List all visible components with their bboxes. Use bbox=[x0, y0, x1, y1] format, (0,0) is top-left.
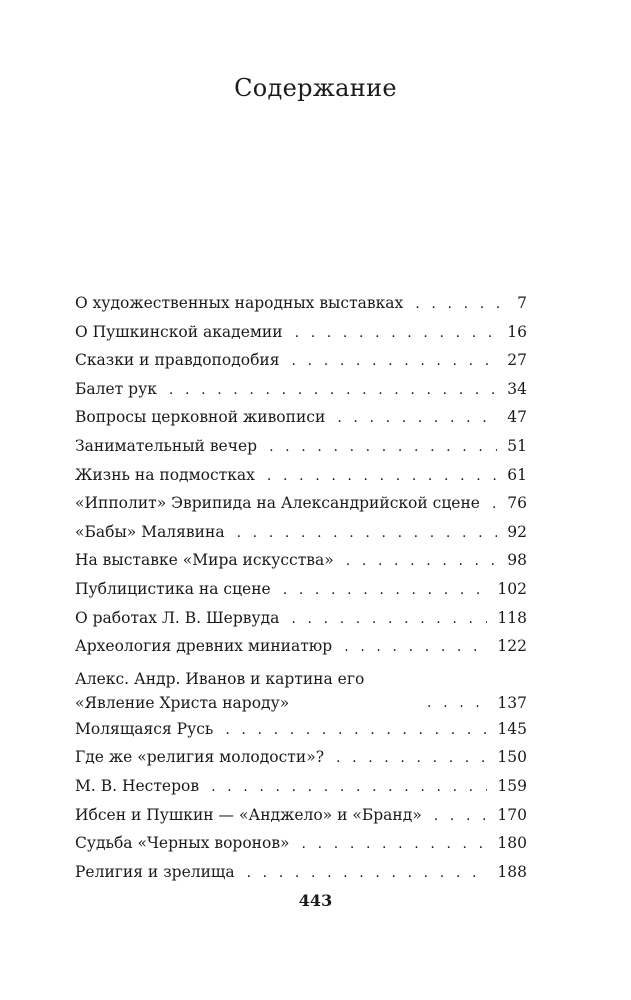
dot-leader bbox=[267, 462, 497, 491]
entry-title: «Ипполит» Эврипида на Александрийской сцене bbox=[75, 494, 480, 513]
entry-title: Публицистика на сцене bbox=[75, 579, 271, 598]
toc-entry bbox=[75, 375, 527, 404]
entry-page-number: 145 bbox=[497, 719, 527, 738]
entry-title: О художественных народных выставках bbox=[75, 294, 404, 312]
entry-page-number: 122 bbox=[497, 637, 527, 656]
entry-page-number: 150 bbox=[497, 748, 527, 767]
toc-entry bbox=[75, 318, 527, 347]
entry-page-number: 159 bbox=[497, 776, 527, 795]
entry-title: Балет рук bbox=[75, 379, 157, 398]
toc-entry bbox=[75, 461, 527, 490]
dot-leader bbox=[237, 519, 498, 548]
entry-title: Ибсен и Пушкин — «Анджело» и «Бранд» bbox=[75, 805, 422, 824]
dot-leader bbox=[269, 433, 497, 462]
entry-title: Молящаяся Русь bbox=[75, 719, 214, 738]
dot-leader bbox=[283, 576, 488, 605]
entry-title: Судьба «Черных воронов» bbox=[75, 834, 290, 853]
dot-leader bbox=[346, 547, 498, 576]
toc-entry bbox=[75, 772, 527, 801]
dot-leader bbox=[337, 404, 497, 433]
toc-entry bbox=[75, 489, 527, 518]
toc-entry bbox=[75, 661, 527, 715]
entry-page-number: 47 bbox=[507, 408, 527, 427]
entry-page-number: 180 bbox=[497, 834, 527, 853]
entry-title: «Бабы» Малявина bbox=[75, 522, 225, 541]
entry-title: Сказки и правдоподобия bbox=[75, 351, 280, 370]
dot-leader bbox=[291, 605, 487, 634]
toc-entry bbox=[75, 829, 527, 858]
dot-leader bbox=[247, 859, 488, 888]
table-of-contents bbox=[75, 289, 527, 886]
entry-title bbox=[75, 667, 415, 715]
entry-title-line-1: Алекс. Андр. Иванов и картина его bbox=[75, 669, 365, 688]
toc-entry bbox=[75, 743, 527, 772]
entry-title: Где же «религия молодости»? bbox=[75, 748, 324, 767]
toc-entry bbox=[75, 518, 527, 547]
dot-leader bbox=[169, 376, 497, 405]
entry-page-number: 102 bbox=[497, 579, 527, 598]
toc-entry bbox=[75, 346, 527, 375]
entry-title: О Пушкинской академии bbox=[75, 322, 283, 341]
toc-entry bbox=[75, 289, 527, 318]
dot-leader bbox=[225, 716, 487, 745]
entry-title: Религия и зрелища bbox=[75, 862, 235, 881]
toc-entry bbox=[75, 632, 527, 661]
dot-leader bbox=[336, 744, 487, 773]
dot-leader bbox=[302, 830, 488, 859]
entry-page-number: 118 bbox=[497, 608, 527, 627]
toc-entry bbox=[75, 715, 527, 744]
entry-page-number: 170 bbox=[497, 805, 527, 824]
page-number: 443 bbox=[298, 891, 333, 910]
entry-title: Археология древних миниатюр bbox=[75, 637, 333, 656]
toc-entry bbox=[75, 403, 527, 432]
entry-page-number: 61 bbox=[507, 465, 527, 484]
entry-page-number: 76 bbox=[507, 494, 527, 513]
entry-title: О работах Л. В. Шервуда bbox=[75, 608, 280, 627]
dot-leader bbox=[427, 691, 487, 715]
entry-page-number: 92 bbox=[507, 522, 527, 541]
entry-title: М. В. Нестеров bbox=[75, 776, 200, 795]
toc-entry bbox=[75, 604, 527, 633]
entry-page-number: 34 bbox=[507, 379, 527, 398]
entry-page-number: 188 bbox=[497, 862, 527, 881]
entry-title: На выставке «Мира искусства» bbox=[75, 551, 334, 570]
entry-page-number: 137 bbox=[497, 693, 527, 712]
dot-leader bbox=[434, 802, 488, 831]
dot-leader bbox=[492, 490, 497, 519]
entry-page-number: 27 bbox=[507, 351, 527, 370]
page-title: Содержание bbox=[234, 74, 397, 102]
entry-title: Жизнь на подмостках bbox=[75, 465, 255, 484]
entry-page-number: 51 bbox=[507, 436, 527, 455]
entry-title-line-2: «Явление Христа народу» bbox=[75, 693, 290, 712]
entry-page-number: 16 bbox=[507, 322, 527, 341]
dot-leader bbox=[211, 773, 487, 802]
entry-page-number: 98 bbox=[507, 551, 527, 570]
dot-leader bbox=[344, 633, 487, 662]
dot-leader bbox=[415, 290, 507, 319]
entry-title: Вопросы церковной живописи bbox=[75, 408, 326, 427]
toc-entry bbox=[75, 575, 527, 604]
toc-entry bbox=[75, 858, 527, 887]
toc-entry bbox=[75, 432, 527, 461]
toc-entry bbox=[75, 801, 527, 830]
dot-leader bbox=[295, 319, 498, 348]
dot-leader bbox=[292, 347, 498, 376]
toc-entry bbox=[75, 546, 527, 575]
entry-page-number: 7 bbox=[517, 294, 527, 312]
entry-title: Занимательный вечер bbox=[75, 436, 258, 455]
